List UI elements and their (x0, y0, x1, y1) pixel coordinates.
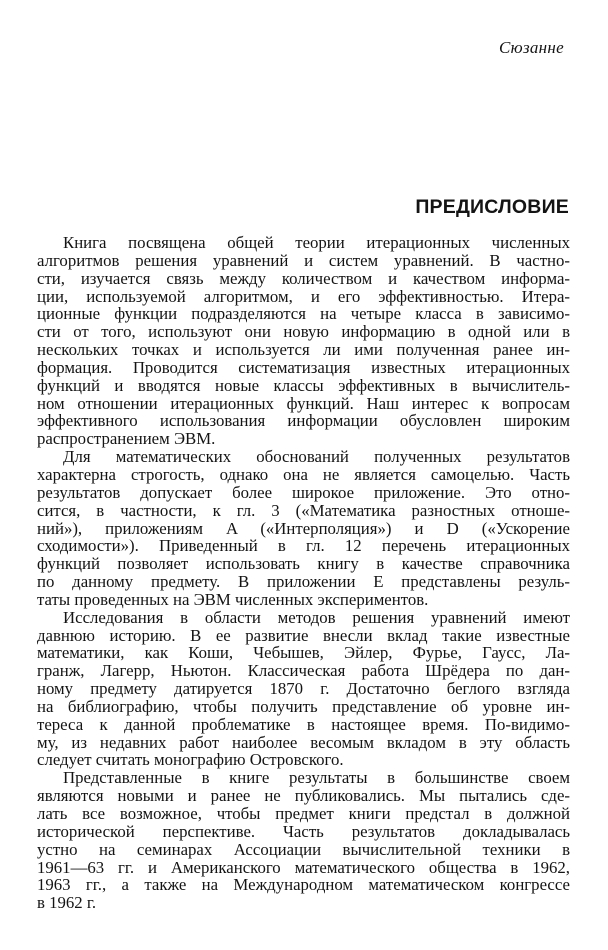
text-line: устно на семинарах Ассоциации вычислительной техники в (37, 839, 570, 859)
text-line: Книга посвящена общей теории итерационных численных (63, 233, 570, 252)
preface-paragraph (37, 448, 570, 609)
text-line: характерна строгость, однако она не является самоцелью. Часть (37, 464, 570, 484)
text-line: результатов допускает более широкое приложение. Это отно- (37, 482, 570, 502)
text-line: давнюю историю. В ее развитие внесли вклад такие известные (37, 625, 570, 645)
text-line: Представленные в книге результаты в большинстве своем (63, 768, 570, 788)
text-line: ний»), приложениям A («Интерполяция») и D («Ускорение (37, 518, 570, 538)
text-line: по данному предмету. В приложении E представлены резуль- (37, 572, 570, 592)
text-line: му, из недавних работ наиболее весомым вкладом в эту область (37, 732, 570, 752)
preface-title: ПРЕДИСЛОВИЕ (415, 196, 569, 218)
text-line: функций позволяет использовать книгу в качестве справочника (37, 554, 570, 574)
text-line: сти, изучается связь между количеством и качеством информа- (37, 268, 570, 288)
text-line: формация. Проводится систематизация известных итерационных (37, 357, 570, 377)
text-line: исторической перспективе. Часть результатов докладывалась (37, 821, 570, 841)
preface-body (37, 234, 570, 912)
text-line: на библиографию, чтобы получить представление об уровне ин- (37, 696, 570, 716)
text-line: таты проведенных на ЭВМ численных экспериментов. (37, 589, 429, 609)
text-line: функций и вводятся новые классы эффективных в вычислитель- (37, 375, 570, 395)
text-line: сится, в частности, к гл. 3 («Математика разностных отноше- (37, 500, 570, 520)
text-line: ном отношении итерационных функций. Наш интерес к вопросам (37, 393, 570, 413)
text-line: Для математических обоснований полученных результатов (63, 447, 570, 467)
text-line: лать все возможное, чтобы предмет книги предстал в должной (37, 804, 570, 823)
text-line: математики, как Коши, Чебышев, Эйлер, Фурье, Гаусс, Ла- (37, 643, 570, 663)
dedication: Сюзанне (499, 38, 564, 57)
text-line: 1963 гг., а также на Международном математическом конгрессе (37, 875, 570, 895)
text-line: тереса к данной проблематике в настоящее время. По-видимо- (37, 714, 570, 734)
text-line: эффективного использования информации обусловлен широким (37, 411, 570, 431)
text-line: алгоритмов решения уравнений и систем уравнений. В частно- (37, 250, 570, 270)
preface-paragraph (37, 234, 570, 448)
text-line: 1961—63 гг. и Американского математического общества в 1962, (37, 857, 570, 877)
text-line: в 1962 г. (37, 893, 97, 913)
text-line: Исследования в области методов решения уравнений имеют (63, 607, 570, 627)
text-line: ному предмету датируется 1870 г. Достаточно беглого взгляда (37, 679, 570, 699)
preface-paragraph (37, 609, 570, 770)
text-line: ции, используемой алгоритмом, и его эффективностью. Итера- (37, 286, 570, 306)
text-line: ционные функции подразделяются на четыре класса в зависимо- (37, 304, 570, 324)
text-line: следует считать монографию Островского. (37, 750, 344, 770)
text-line: распространением ЭВМ. (37, 429, 216, 449)
text-line: являются новыми и ранее не публиковались. Мы пытались сде- (37, 786, 570, 806)
preface-paragraph (37, 769, 570, 912)
text-line: гранж, Лагерр, Ньютон. Классическая работа Шрёдера по дан- (37, 661, 570, 681)
text-line: сходимости»). Приведенный в гл. 12 перечень итерационных (37, 536, 570, 556)
text-line: нескольких точках и используется ли ими полученная ранее ин- (37, 340, 570, 360)
text-line: сти от того, используют они новую информацию в одной или в (37, 322, 570, 342)
